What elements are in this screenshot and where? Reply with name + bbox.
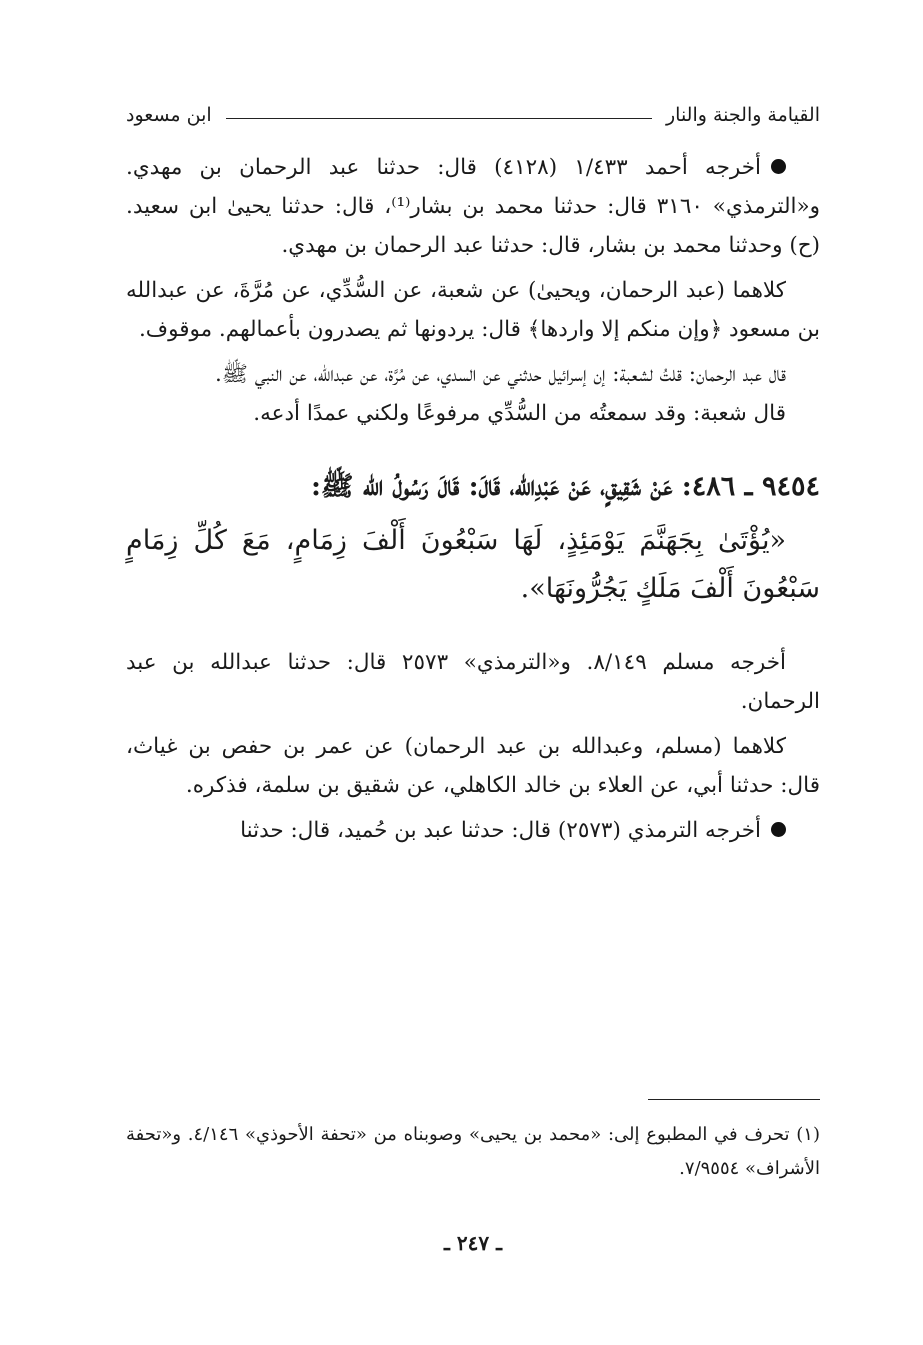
hadith-heading: ٩٤٥٤ ـ ٤٨٦: عَنْ شَقِيقٍ، عَنْ عَبْدِالله، قَالَ: قَالَ رَسُولُ الله ﷺ: — [310, 471, 820, 502]
page-number: ـ ٢٤٧ ـ — [444, 1231, 502, 1255]
paragraph-takhrij-3 — [126, 811, 820, 850]
paragraph-takhrij-1 — [126, 148, 820, 265]
paragraph-note-1: قال عبد الرحمان: قلتُ لشعبة: إن إسرائيل حدثني عن السدي، عن مُرَّة، عن عبدالله، عن النبي ﷺ. — [215, 362, 786, 387]
hadith-text: «يُؤْتَىٰ بِجَهَنَّمَ يَوْمَئِذٍ، لَهَا سَبْعُونَ أَلْفَ زِمَامٍ، مَعَ كُلِّ زِمَامٍ سَبْعُونَ أَلْفَ مَلَكٍ يَجُرُّونَهَا». — [126, 525, 820, 604]
book-page — [126, 0, 820, 1345]
paragraph-chain-2: كلاهما (مسلم، وعبدالله بن عبد الرحمان) عن عمر بن حفص بن غياث، قال: حدثنا أبي، عن العلاء بن خالد الكاهلي، عن شقيق بن سلمة، فذكره. — [126, 734, 820, 798]
footnote — [126, 1118, 820, 1186]
footnote-divider — [648, 1099, 820, 1100]
bullet-icon — [771, 822, 786, 837]
header-section-title: ابن مسعود — [126, 104, 212, 126]
paragraph-takhrij-2: أخرجه مسلم ٨/١٤٩. و«الترمذي» ٢٥٧٣ قال: حدثنا عبدالله بن عبد الرحمان. — [126, 650, 820, 714]
header-book-title: القيامة والجنة والنار — [665, 104, 820, 126]
paragraph-text: أخرجه الترمذي (٢٥٧٣) قال: حدثنا عبد بن حُميد، قال: حدثنا — [240, 818, 761, 843]
paragraph-chain-1: كلاهما (عبد الرحمان، ويحيىٰ) عن شعبة، عن السُّدِّي، عن مُرَّةَ، عن عبدالله بن مسعود ﴿وإن منكم إلا واردها﴾ قال: يردونها ثم يصدرون بأعمالهم. موقوف. — [126, 278, 820, 342]
bullet-icon — [771, 159, 786, 174]
running-header — [126, 100, 820, 130]
paragraph-text: أخرجه أحمد ١/٤٣٣ (٤١٢٨) قال: حدثنا عبد الرحمان بن مهدي. و«الترمذي» ٣١٦٠ قال: حدثنا محمد بن بشار⁽¹⁾، قال: حدثنا يحيىٰ ابن سعيد. (ح) وحدثنا محمد بن بشار، قال: حدثنا عبد الرحمان بن مهدي. — [126, 155, 821, 258]
footnote-text: (١) تحرف في المطبوع إلى: «محمد بن يحيى» وصوبناه من «تحفة الأحوذي» ٤/١٤٦. و«تحفة الأشراف» ٧/٩٥٥٤. — [126, 1124, 820, 1179]
header-rule — [226, 118, 652, 119]
main-text — [126, 148, 820, 850]
paragraph-note-2: قال شعبة: وقد سمعتُه من السُّدِّي مرفوعًا ولكني عمدًا أدعه. — [253, 401, 786, 426]
